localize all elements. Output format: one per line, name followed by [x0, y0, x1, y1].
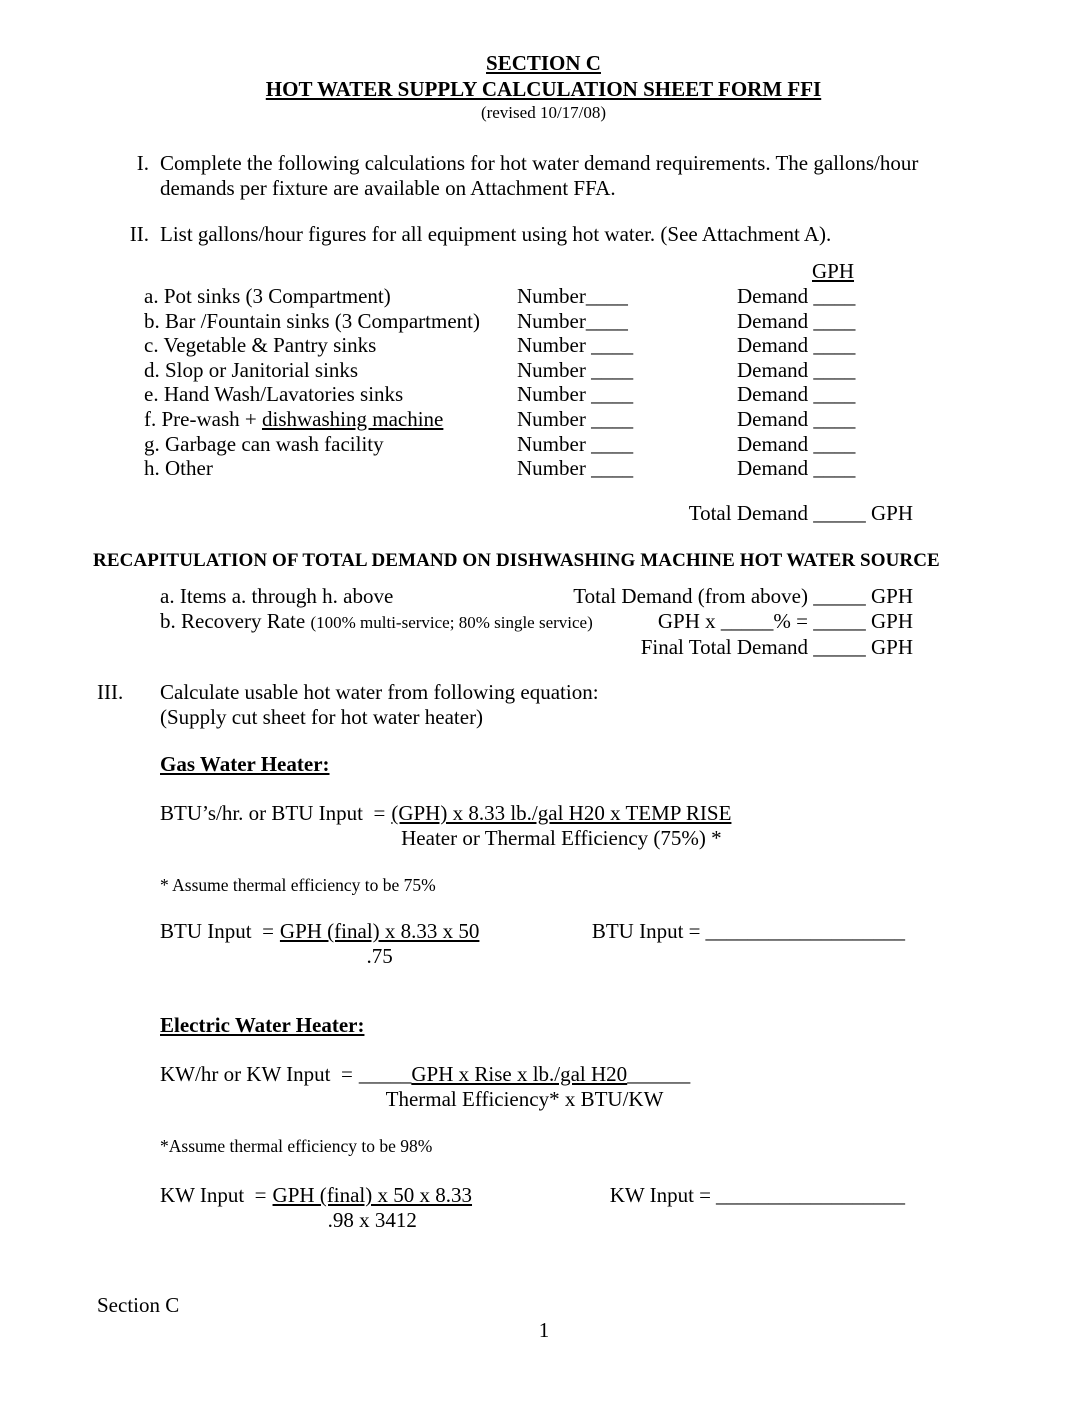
- recap-row-final: [160, 635, 913, 660]
- equipment-list: [144, 284, 990, 481]
- kw-input-result-label: KW Input =: [609, 1182, 711, 1207]
- number-field: Number____: [517, 284, 628, 308]
- section-iii-line-1: Calculate usable hot water from following equation:: [160, 679, 599, 704]
- footer-section-label: Section C: [97, 1293, 180, 1317]
- document-header: [97, 50, 990, 124]
- revision-note: (revised 10/17/08): [480, 103, 607, 122]
- section-title: SECTION C: [486, 51, 601, 75]
- gas-equation-numerator: (GPH) x 8.33 lb./gal H20 x TEMP RISE: [391, 800, 732, 825]
- electric-equation-numerator: _____GPH x Rise x lb./gal H20______: [358, 1061, 691, 1086]
- demand-field: Demand ____: [737, 308, 856, 333]
- equipment-label: h. Other: [144, 456, 213, 481]
- equipment-row-d: [144, 358, 990, 383]
- footer-page-number: 1: [538, 1318, 550, 1342]
- instruction-1-line-1: Complete the following calculations for hot water demand requirements. The gallons/hour: [160, 151, 919, 175]
- electric-heater-heading-wrap: [97, 969, 990, 1038]
- electric-heater-heading: Electric Water Heater:: [160, 1012, 365, 1037]
- btu-input-fraction: [280, 919, 479, 969]
- demand-field: Demand ____: [737, 406, 856, 431]
- demand-field: Demand ____: [737, 284, 856, 308]
- section-iii: [97, 680, 990, 730]
- total-demand-line: Total Demand _____ GPH: [688, 500, 913, 525]
- btu-input-result-blank: ___________________: [705, 918, 905, 943]
- instruction-1-line-2: demands per fixture are available on Attachment FFA.: [160, 176, 616, 200]
- demand-field: Demand ____: [737, 357, 856, 382]
- btu-input-calculation: [160, 919, 905, 969]
- btu-input-label: BTU Input =: [160, 918, 274, 943]
- section-iii-text: [160, 680, 599, 730]
- equipment-row-b: [144, 309, 990, 334]
- equipment-label: g. Garbage can wash facility: [144, 431, 384, 456]
- gas-equation-fraction: [391, 801, 731, 851]
- recap-row-a-label: a. Items a. through h. above: [160, 583, 394, 608]
- equipment-label: e. Hand Wash/Lavatories sinks: [144, 382, 404, 407]
- recap-row-b: [160, 609, 913, 635]
- equipment-row-e: [144, 382, 990, 407]
- kw-input-fraction: [273, 1183, 472, 1233]
- instruction-1-numeral: I.: [136, 151, 149, 175]
- recap-row-a: [160, 584, 913, 609]
- demand-field: Demand ____: [737, 382, 856, 407]
- gas-heater-heading: Gas Water Heater:: [160, 751, 330, 776]
- demand-field: Demand ____: [737, 456, 856, 481]
- kw-input-denominator: .98 x 3412: [327, 1207, 417, 1232]
- btu-input-numerator: GPH (final) x 8.33 x 50: [279, 918, 480, 943]
- form-title: HOT WATER SUPPLY CALCULATION SHEET FORM FFI: [265, 77, 822, 101]
- instruction-item-2: [125, 222, 990, 247]
- instruction-2-text: List gallons/hour figures for all equipment using hot water. (See Attachment A).: [160, 222, 832, 246]
- equipment-row-h: [144, 456, 990, 481]
- btu-input-result: [592, 919, 905, 944]
- kw-input-calculation: [160, 1183, 905, 1233]
- number-field: Number____: [517, 308, 628, 333]
- demand-field: Demand ____: [737, 431, 856, 456]
- number-field: Number ____: [517, 456, 634, 481]
- electric-equation-label: KW/hr or KW Input =: [160, 1061, 353, 1086]
- btu-input-result-label: BTU Input =: [591, 918, 701, 943]
- equipment-label: f. Pre-wash + dishwashing machine: [144, 406, 444, 431]
- kw-input-result: [610, 1183, 905, 1208]
- kw-input-label: KW Input =: [160, 1182, 267, 1207]
- equipment-row-f: [144, 407, 990, 432]
- recap-heading: RECAPITULATION OF TOTAL DEMAND ON DISHWASHING MACHINE HOT WATER SOURCE: [93, 549, 940, 571]
- instruction-item-1: [125, 151, 990, 201]
- recap-row-a-value: Total Demand (from above) _____ GPH: [573, 583, 913, 608]
- recap-row-final-value: Final Total Demand _____ GPH: [640, 634, 913, 659]
- equipment-label: d. Slop or Janitorial sinks: [144, 357, 359, 382]
- kw-input-result-blank: __________________: [716, 1182, 905, 1207]
- demand-field: Demand ____: [737, 333, 856, 358]
- gas-equation: [160, 801, 905, 851]
- number-field: Number ____: [517, 431, 634, 456]
- btu-input-denominator: .75: [366, 943, 393, 968]
- gas-equation-denominator: Heater or Thermal Efficiency (75%) *: [401, 825, 722, 850]
- recap-row-b-value: GPH x _____% = _____ GPH: [657, 608, 913, 633]
- gas-heater-heading-wrap: [97, 730, 990, 777]
- equipment-label: c. Vegetable & Pantry sinks: [144, 333, 377, 358]
- equipment-label: a. Pot sinks (3 Compartment): [144, 284, 391, 308]
- instruction-1-text: [160, 151, 918, 201]
- gas-efficiency-note: * Assume thermal efficiency to be 75%: [160, 874, 436, 895]
- equipment-row-c: [144, 333, 990, 358]
- equipment-row-a: [144, 284, 990, 309]
- number-field: Number ____: [517, 382, 634, 407]
- electric-efficiency-note: *Assume thermal efficiency to be 98%: [160, 1135, 433, 1156]
- electric-equation-denominator: Thermal Efficiency* x BTU/KW: [385, 1086, 664, 1111]
- number-field: Number ____: [517, 333, 634, 358]
- number-field: Number ____: [517, 357, 634, 382]
- section-iii-numeral: III.: [97, 679, 124, 704]
- gph-column-header: GPH: [812, 259, 855, 283]
- equipment-row-g: [144, 432, 990, 457]
- section-iii-line-2: (Supply cut sheet for hot water heater): [160, 704, 484, 729]
- recap-block: [160, 584, 913, 660]
- instruction-2-numeral: II.: [129, 222, 149, 246]
- number-field: Number ____: [517, 406, 634, 431]
- electric-equation-fraction: [359, 1062, 690, 1112]
- recap-row-b-label: b. Recovery Rate (100% multi-service; 80% single service): [160, 608, 593, 633]
- equipment-label: b. Bar /Fountain sinks (3 Compartment): [144, 308, 480, 333]
- electric-equation: [160, 1062, 905, 1112]
- kw-input-numerator: GPH (final) x 50 x 8.33: [272, 1182, 473, 1207]
- gas-equation-label: BTU’s/hr. or BTU Input =: [160, 800, 386, 825]
